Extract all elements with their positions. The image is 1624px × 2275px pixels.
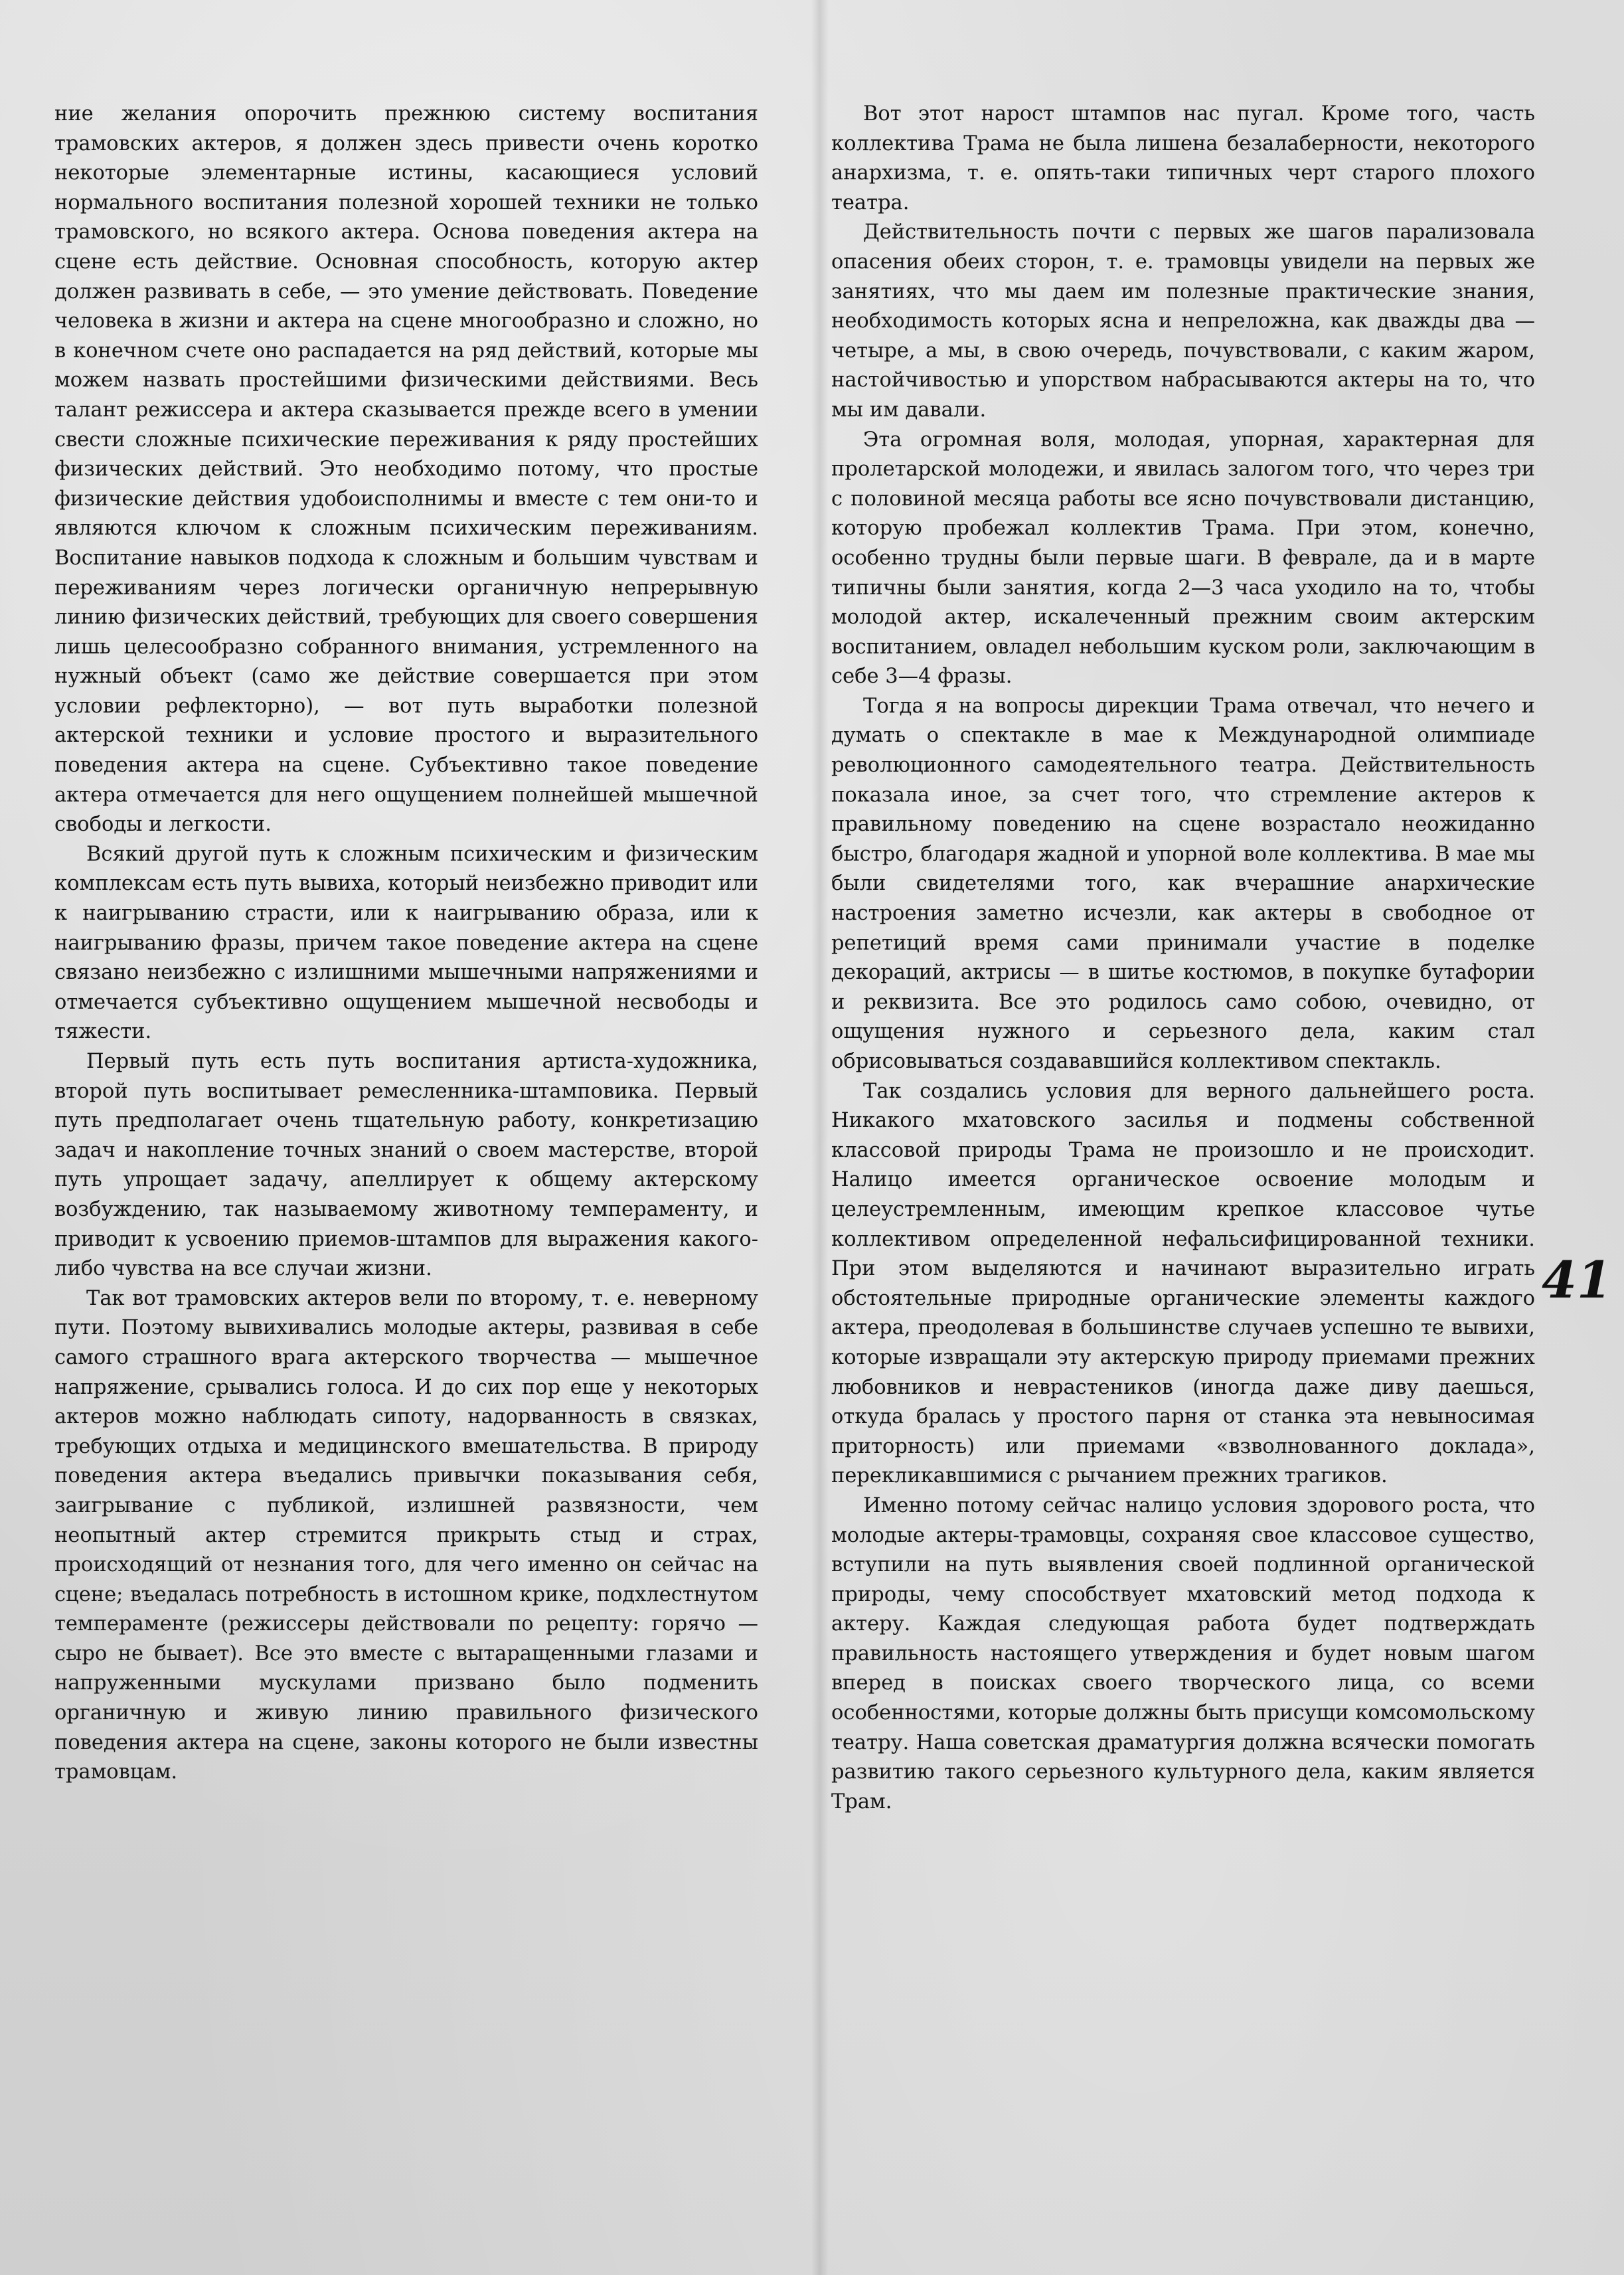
- paragraph: Первый путь есть путь воспитания артиста-художника, второй путь воспитывает ремесленника-штамповика. Первый путь предполагает очень тщательную работу, конкретизацию задач и накопление точных знаний о своем мастерстве, второй путь упрощает задачу, апеллирует к общему актерскому возбуждению, так называемому животному темпераменту, и приводит к усвоению приемов-штампов для выражения какого-либо чувства на все случаи жизни.: [54, 1050, 758, 1281]
- page-number: 41: [1542, 1250, 1612, 1309]
- paragraph: Всякий другой путь к сложным психическим и физическим комплексам есть путь вывиха, который неизбежно приводит или к наигрыванию страсти, или к наигрыванию образа, или к наигрыванию фразы, причем такое поведение актера на сцене связано неизбежно с излишними мышечными напряжениями и отмечается субъективно ощущением мышечной несвободы и тяжести.: [54, 842, 758, 1044]
- paragraph: Вот этот нарост штампов нас пугал. Кроме того, часть коллектива Трама не была лишена безалаберности, некоторого анархизма, т. е. опять-таки типичных черт старого плохого театра.: [831, 102, 1535, 214]
- paragraph: Эта огромная воля, молодая, упорная, характерная для пролетарской молодежи, и явилась залогом того, что через три с половиной месяца работы все ясно почувствовали дистанцию, которую пробежал коллектив Трама. При этом, конечно, особенно трудны были первые шаги. В феврале, да и в марте типичны были занятия, когда 2—3 часа уходило на то, чтобы молодой актер, искалеченный прежним своим актерским воспитанием, овладел небольшим куском роли, заключающим в себе 3—4 фразы.: [831, 428, 1535, 689]
- right-column: [831, 100, 1535, 1817]
- paragraph: Так создались условия для верного дальнейшего роста. Никакого мхатовского засилья и подмены собственной классовой природы Трама не произошло и не происходит. Налицо имеется органическое освоение молодым и целеустремленным, имеющим крепкое классовое чутье коллективом определенной нефальсифицированной техники. При этом выделяются и начинают выразительно играть обстоятельные природные органические элементы каждого актера, преодолевая в большинстве случаев успешно те вывихи, которые извращали эту актерскую природу приемами прежних любовников и неврастеников (иногда даже диву даешься, откуда бралась у простого парня от станка эта невыносимая приторность) или приемами «взволнованного доклада», перекликавшимися с рычанием прежних трагиков.: [831, 1079, 1535, 1488]
- paragraph: Тогда я на вопросы дирекции Трама отвечал, что нечего и думать о спектакле в мае к Международной олимпиаде революционного самодеятельного театра. Действительность показала иное, за счет того, что стремление актеров к правильному поведению на сцене возрастало неожиданно быстро, благодаря жадной и упорной воле коллектива. В мае мы были свидетелями того, как вчерашние анархические настроения заметно исчезли, как актеры в свободное от репетиций время сами принимали участие в поделке декораций, актрисы — в шитье костюмов, в покупке бутафории и реквизита. Все это родилось само собою, очевидно, от ощущения нужного и серьезного дела, каким стал обрисовываться создававшийся коллективом спектакль.: [831, 694, 1535, 1073]
- paragraph: Именно потому сейчас налицо условия здорового роста, что молодые актеры-трамовцы, сохраняя свое классовое существо, вступили на путь выявления своей подлинной органической природы, чему способствует мхатовский метод подхода к актеру. Каждая следующая работа будет подтверждать правильность настоящего утверждения и будет новым шагом вперед в поисках своего творческого лица, со всеми особенностями, которые должны быть присущи комсомольскому театру. Наша советская драматургия должна всячески помогать развитию такого серьезного культурного дела, каким является Трам.: [831, 1493, 1535, 1813]
- paragraph: Действительность почти с первых же шагов парализовала опасения обеих сторон, т. е. трамовцы увидели на первых же занятиях, что мы даем им полезные практические знания, необходимость которых ясна и непреложна, как дважды два — четыре, а мы, в свою очередь, почувствовали, с каким жаром, настойчивостью и упорством набрасываются актеры на то, что мы им давали.: [831, 220, 1535, 422]
- paragraph: ние желания опорочить прежнюю систему воспитания трамовских актеров, я должен здесь привести очень коротко некоторые элементарные истины, касающиеся условий нормального воспитания полезной хорошей техники не только трамовского, но всякого актера. Основа поведения актера на сцене есть действие. Основная способность, которую актер должен развивать в себе, — это умение действовать. Поведение человека в жизни и актера на сцене многообразно и сложно, но в конечном счете оно распадается на ряд действий, которые мы можем назвать простейшими физическими действиями. Весь талант режиссера и актера сказывается прежде всего в умении свести сложные психические переживания к ряду простейших физических действий. Это необходимо потому, что простые физические действия удобоисполнимы и вместе с тем они-то и являются ключом к сложным психическим переживаниям. Воспитание навыков подхода к сложным и большим чувствам и переживаниям через логически органичную непрерывную линию физических действий, требующих для своего совершения лишь целесообразно собранного внимания, устремленного на нужный объект (само же действие совершается при этом условии рефлекторно), — вот путь выработки полезной актерской техники и условие простого и выразительного поведения актера на сцене. Субъективно такое поведение актера отмечается для него ощущением полнейшей мышечной свободы и легкости.: [54, 102, 758, 837]
- page-fold-shadow: [811, 0, 829, 2275]
- left-column: [54, 100, 758, 1788]
- paragraph: Так вот трамовских актеров вели по второму, т. е. неверному пути. Поэтому вывихивались молодые актеры, развивая в себе самого страшного врага актерского творчества — мышечное напряжение, срывались голоса. И до сих пор еще у некоторых актеров можно наблюдать сипоту, надорванность в связках, требующих отдыха и медицинского вмешательства. В природу поведения актера въедались привычки показывания себя, заигрывание с публикой, излишней развязности, чем неопытный актер стремится прикрыть стыд и страх, происходящий от незнания того, для чего именно он сейчас на сцене; въедалась потребность в истошном крике, подхлестнутом темпераменте (режиссеры действовали по рецепту: горячо — сыро не бывает). Все это вместе с вытаращенными глазами и напруженными мускулами призвано было подменить органичную и живую линию правильного физического поведения актера на сцене, законы которого не были известны трамовцам.: [54, 1286, 758, 1784]
